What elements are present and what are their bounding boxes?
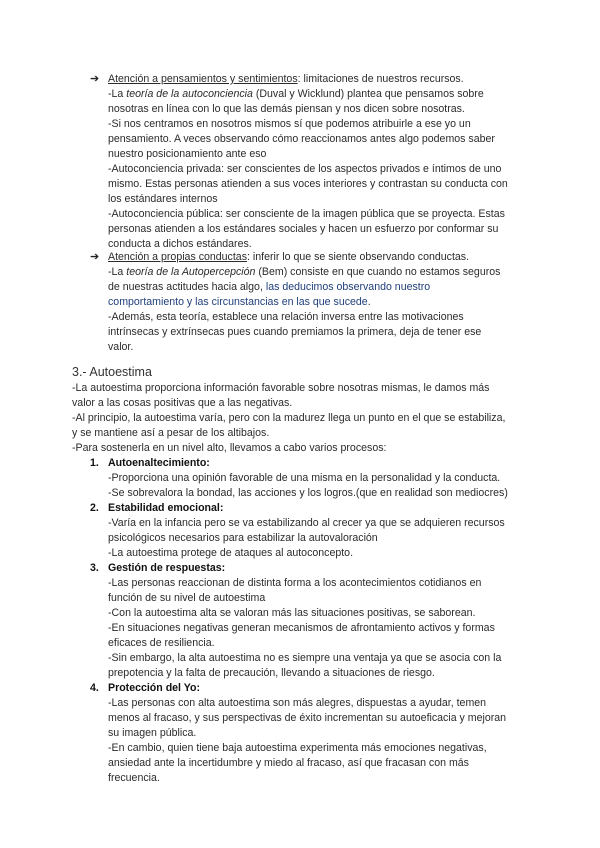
paragraph-line: valor. [108, 341, 134, 353]
section-title: 3.- Autoestima [72, 365, 152, 379]
bullet-heading-attention-thoughts: Atención a pensamientos y sentimientos: limitaciones de nuestros recursos. [108, 73, 464, 85]
list-item-line: -Las personas con alta autoestima son más alegres, dispuestas a ayudar, temen [108, 697, 487, 709]
list-item-line: -Sin embargo, la alta autoestima no es siempre una ventaja ya que se asocia con la [108, 652, 502, 664]
list-item-line: -Se sobrevalora la bondad, las acciones y los logros.(que en realidad son mediocres) [108, 487, 508, 499]
list-item-line: -En situaciones negativas generan mecanismos de afrontamiento activos y formas [108, 622, 495, 634]
paragraph-line: -Autoconciencia pública: ser consciente de la imagen pública que se proyecta. Estas [108, 208, 505, 220]
paragraph-line: -Además, esta teoría, establece una relación inversa entre las motivaciones [108, 311, 464, 323]
list-item-title: Gestión de respuestas: [108, 562, 226, 574]
arrow-bullet-icon: ➔ [90, 73, 100, 85]
list-item-line: -Varía en la infancia pero se va estabilizando al crecer ya que se adquieren recursos [108, 517, 505, 529]
list-item-line: función de su nivel de autoestima [108, 592, 266, 604]
list-number: 2. [90, 502, 99, 514]
list-item-line: menos al fracaso, y sus perspectivas de éxito incrementan su autoeficacia y mejoran [108, 712, 507, 724]
bullet-heading-own-behaviour: Atención a propias conductas: inferir lo que se siente observando conductas. [108, 251, 470, 263]
paragraph-line: nuestro posicionamiento ante eso [108, 148, 267, 160]
paragraph-line: nosotras en línea con lo que las demás piensan y nos dicen sobre nosotras. [108, 103, 465, 115]
paragraph-line: -Si nos centramos en nosotros mismos sí que podemos atribuirle a ese yo un [108, 118, 471, 130]
paragraph-line: -La teoría de la Autopercepción (Bem) consiste en que cuando no estamos seguros [108, 266, 501, 278]
list-item-line: su imagen pública. [108, 727, 197, 739]
list-item-line: psicológicos necesarios para estabilizar la autovaloración [108, 532, 378, 544]
paragraph-line: mismo. Estas personas atienden a sus voces interiores y contrastan su conducta con [108, 178, 508, 190]
list-item-title: Protección del Yo: [108, 682, 201, 694]
paragraph-line: -Para sostenerla en un nivel alto, llevamos a cabo varios procesos: [72, 442, 387, 454]
list-item-title: Estabilidad emocional: [108, 502, 224, 514]
paragraph-line: -La autoestima proporciona información favorable sobre nosotras mismas, le damos más [72, 382, 490, 394]
list-item-line: frecuencia. [108, 772, 160, 784]
paragraph-line: de nuestras actitudes hacia algo, las deducimos observando nuestro [108, 281, 431, 293]
paragraph-line: comportamiento y las circunstancias en las que sucede. [108, 296, 371, 308]
list-item-line: ansiedad ante la incertidumbre y miedo al fracaso, así que fracasan con más [108, 757, 469, 769]
list-item-line: -La autoestima protege de ataques al autoconcepto. [108, 547, 354, 559]
list-item-line: eficaces de resiliencia. [108, 637, 215, 649]
list-item-line: -Con la autoestima alta se valoran más las situaciones positivas, se saborean. [108, 607, 476, 619]
arrow-bullet-icon: ➔ [90, 251, 100, 263]
list-number: 3. [90, 562, 99, 574]
paragraph-line: -Autoconciencia privada: ser conscientes de los aspectos privados e íntimos de uno [108, 163, 502, 175]
list-item-line: prepotencia y la falta de precaución, llevando a situaciones de riesgo. [108, 667, 435, 679]
paragraph-line: -Al principio, la autoestima varía, pero con la madurez llega un punto en el que se estabiliza, [72, 412, 506, 424]
paragraph-line: y se mantiene así a pesar de los altibajos. [72, 427, 270, 439]
paragraph-line: personas atienden a los estándares sociales y hacen un esfuerzo por conformar su [108, 223, 499, 235]
list-item-line: -Proporciona una opinión favorable de una misma en la personalidad y la conducta. [108, 472, 501, 484]
list-number: 1. [90, 457, 99, 469]
list-item-line: -Las personas reaccionan de distinta forma a los acontecimientos cotidianos en [108, 577, 482, 589]
paragraph-line: -La teoría de la autoconciencia (Duval y Wicklund) plantea que pensamos sobre [108, 88, 484, 100]
paragraph-line: conducta a dichos estándares. [108, 238, 252, 250]
list-item-line: -En cambio, quien tiene baja autoestima experimenta más emociones negativas, [108, 742, 487, 754]
paragraph-line: intrínsecas y extrínsecas pues cuando premiamos la primera, deja de tener ese [108, 326, 482, 338]
list-number: 4. [90, 682, 99, 694]
paragraph-line: pensamiento. A veces observando cómo reaccionamos antes algo podemos saber [108, 133, 495, 145]
paragraph-line: valor a las cosas positivas que a las negativas. [72, 397, 293, 409]
list-item-title: Autoenaltecimiento: [108, 457, 210, 469]
paragraph-line: los estándares internos [108, 193, 218, 205]
